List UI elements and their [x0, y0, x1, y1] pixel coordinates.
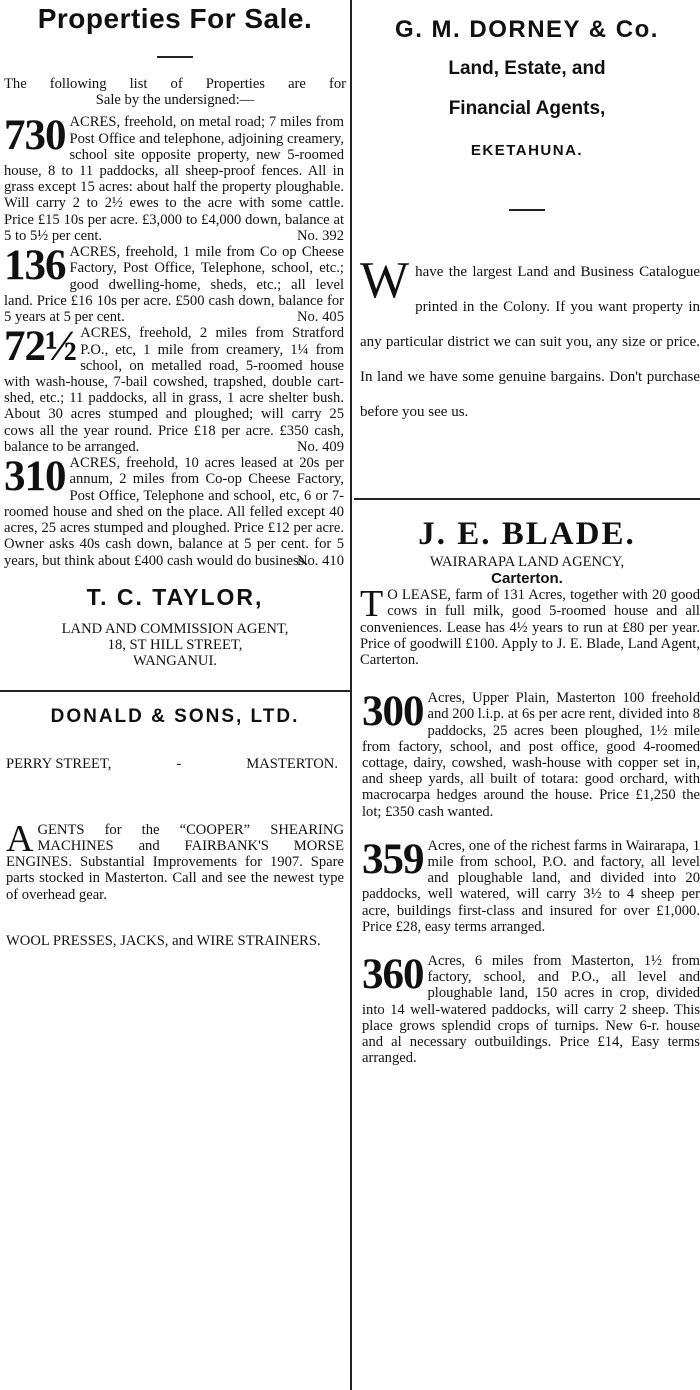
lot-ref: No. 410 — [296, 552, 344, 569]
lot-ref: No. 409 — [296, 439, 344, 456]
right-column — [354, 0, 700, 1066]
lot-number: 360 — [362, 951, 424, 999]
intro-line-2: Sale by the undersigned:— — [95, 92, 255, 109]
donald-agents — [0, 817, 350, 903]
lot-text: ACRES, freehold, 1 mile from Co op Cheese Factory, Post Office, Telephone, school, etc.; good dwelling-home, sheds, etc.; all level land. Price £16 10s per acre. £500 cash down, balance for 5 years at 5 per cent. — [4, 244, 344, 326]
donald-wool: WOOL PRESSES, JACKS, and WIRE STRAINERS. — [6, 932, 321, 949]
blade-lot — [362, 953, 700, 1066]
lot-text: ACRES, freehold, 2 miles from Stratford P.O., etc, 1 mile from creamery, 1¼ from school, on metalled road, 5-roomed house with wash-house, 7-bail cowshed, trapshed, double cart-shed, etc.; 11 paddocks, all in grass, 1 acre shelter bush. About 30 acres stumped and ploughed; will carry 25 cows all the year round. Price £18 per acre. £350 cash, balance to be arranged. — [4, 325, 344, 455]
lot-number: 72½ — [4, 323, 77, 371]
lot-ref: No. 405 — [296, 309, 344, 326]
lot-text: ACRES, freehold, 10 acres leased at 20s per annum, 2 miles from Co-op Cheese Factory, Post Office, Telephone and school, etc, 6 or 7-roomed house and shed on the place. All felled except 40 acres, 25 acres stumped and ploughed. Price £12 per acre. Owner asks 40s cash down, balance at 5 per cent. for 5 years, but think about £400 cash would do business. — [4, 455, 344, 569]
lot-text: Acres, 6 miles from Masterton, 1½ from factory, school, and P.O., all level and ploughable land, 150 acres in crop, divided into 14 well-watered paddocks, will carry 2 sheep. This place grows splendid crops of turnips. New 6-r. house and al necessary outbuildings. Price £14, Easy terms arranged. — [362, 953, 700, 1067]
taylor-name: T. C. TAYLOR, — [86, 583, 264, 610]
blade-lease — [354, 583, 700, 669]
dorney-advert — [354, 16, 700, 430]
lot-text: Acres, one of the richest farms in Wairarapa, 1 mile from school, P.O. and factory, all level and ploughable land, and divided into 20 paddocks, well watered, will carry 3½ to 4 sheep per acre, buildings first-class and insured for over £1,000. Price £28, easy terms arranged. — [362, 837, 700, 935]
taylor-line-1: LAND AND COMMISSION AGENT, — [61, 620, 289, 637]
lot-number: 310 — [4, 453, 66, 501]
blade-advert — [354, 516, 700, 1066]
blade-name: J. E. BLADE. — [418, 516, 636, 552]
blade-lease-text: O LEASE, farm of 131 Acres, together with 20 good cows in full milk, good 5-roomed house and all conveniences. Lease has 4½ years to run at £80 per year. Price of goodwill £100. Apply to J. E. Blade, Land Agent, Carterton. — [360, 587, 700, 669]
donald-address — [0, 756, 350, 772]
property-lot — [4, 244, 344, 325]
properties-title: Properties For Sale. — [37, 3, 313, 34]
dropcap-t: T — [360, 583, 384, 626]
lot-number: 136 — [4, 242, 66, 290]
donald-street: PERRY STREET, — [6, 755, 112, 772]
section-rule — [0, 690, 350, 692]
dorney-rule — [509, 209, 545, 211]
dropcap-a: A — [6, 817, 34, 860]
column-divider — [350, 0, 352, 1390]
left-column — [0, 0, 350, 949]
taylor-advert — [0, 583, 350, 670]
blade-lot — [362, 835, 700, 935]
donald-dash: - — [176, 755, 182, 772]
taylor-line-3: WANGANUI. — [133, 653, 217, 670]
dropcap-w: W — [360, 252, 410, 309]
title-rule — [157, 56, 193, 58]
taylor-line-2: 18, ST HILL STREET, — [107, 637, 243, 654]
lot-ref: No. 392 — [296, 228, 344, 245]
property-lot — [4, 325, 344, 455]
property-lot — [4, 114, 344, 244]
dorney-text: have the largest Land and Business Catalogue printed in the Colony. If you want property in any particular district we can suit you, any size or price. In land we have some genuine bargains. Don't purchase before you see us. — [360, 264, 700, 420]
donald-agents-text: GENTS for the “COOPER” SHEARING MACHINES and FAIRBANK'S MORSE ENGINES. Substantial Improvements for 1907. Spare parts stocked in Masterton. Call and see the newest type of overhead gear. — [6, 821, 344, 903]
blade-lot — [362, 690, 700, 820]
blade-agency: WAIRARAPA LAND AGENCY, — [429, 554, 625, 570]
dorney-body — [354, 252, 700, 430]
blade-town: Carterton. — [491, 570, 563, 588]
lot-number: 300 — [362, 688, 424, 736]
lot-text: Acres, Upper Plain, Masterton 100 freehold and 200 l.i.p. at 6s per acre rent, divided into 8 paddocks, 25 acres been ploughed, 1½ mile from factory, school, and post office, good 4-roomed cottage, dairy, cowshed, wash-house with copper set in, and sheep yards, all built of totara: good orchard, with macrocarpa hedges around the house. Price £1,250 the lot; £350 cash wanted. — [362, 690, 700, 820]
donald-name: DONALD & SONS, LTD. — [50, 705, 300, 727]
property-lot — [4, 455, 344, 569]
intro-line-1: The following list of Properties are for — [4, 76, 346, 92]
donald-town: MASTERTON. — [246, 755, 338, 772]
dorney-line-2: Financial Agents, — [448, 98, 606, 119]
dorney-line-1: Land, Estate, and — [448, 58, 606, 79]
donald-advert — [0, 706, 350, 949]
section-rule — [354, 498, 700, 500]
dorney-name: G. M. DORNEY & Co. — [395, 16, 659, 43]
lot-text: ACRES, freehold, on metal road; 7 miles from Post Office and telephone, adjoining creamery, school site opposite property, new 5-roomed house, 8 to 11 paddocks, all sheep-proof fences. All in grass except 15 acres: about half the property ploughable. Will carry 2 to 2½ ewes to the acre with some cattle. Price £15 10s per acre. £3,000 to £4,000 down, balance at 5 to 5½ per cent. — [4, 114, 344, 244]
lot-number: 359 — [362, 835, 424, 883]
dorney-town: EKETAHUNA. — [470, 142, 584, 159]
lot-number: 730 — [4, 112, 66, 160]
